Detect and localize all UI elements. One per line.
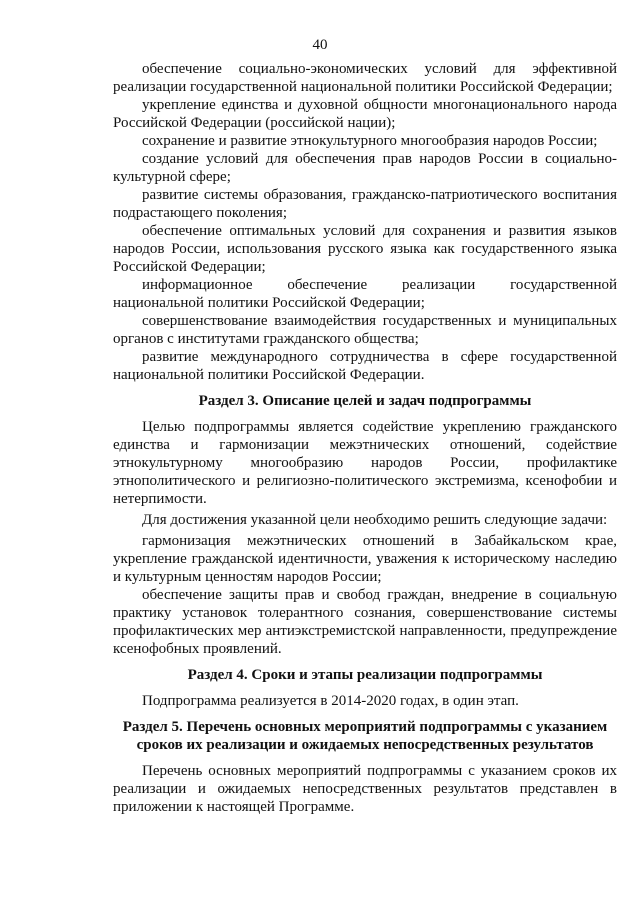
section-5-heading-line-1: Раздел 5. Перечень основных мероприятий подпрограммы с указанием	[122, 719, 608, 735]
section-3-goal: Целью подпрограммы является содействие укреплению гражданского единства и гармонизации межэтнических отношений, содействие этнокультурному многообразию народов России, профилактике этнополитического и религиозно-политического экстремизма, ксенофобии и нетерпимости.	[113, 419, 617, 507]
section-3-tasks-intro: Для достижения указанной цели необходимо решить следующие задачи:	[142, 512, 608, 528]
section-5-heading-line-2: сроков их реализации и ожидаемых непосредственных результатов	[136, 737, 594, 753]
task-item: гармонизация межэтнических отношений в Забайкальском крае, укрепление гражданской идентичности, уважения к историческому наследию и культурным ценностям народов России;	[113, 533, 617, 585]
list-item: развитие международного сотрудничества в сфере государственной национальной политики Российской Федерации.	[113, 349, 617, 383]
section-3-heading: Раздел 3. Описание целей и задач подпрограммы	[198, 393, 532, 409]
list-item: создание условий для обеспечения прав народов России в социально-культурной сфере;	[113, 151, 617, 185]
document-body	[113, 60, 617, 816]
list-item: сохранение и развитие этнокультурного многообразия народов России;	[142, 133, 598, 149]
section-4-heading: Раздел 4. Сроки и этапы реализации подпрограммы	[187, 667, 543, 683]
list-item: обеспечение оптимальных условий для сохранения и развития языков народов России, использования русского языка как государственного языка Российской Федерации;	[113, 223, 617, 275]
list-item: совершенствование взаимодействия государственных и муниципальных органов с институтами гражданского общества;	[113, 313, 617, 347]
list-item: развитие системы образования, гражданско-патриотического воспитания подрастающего поколения;	[113, 187, 617, 221]
list-item: обеспечение социально-экономических условий для эффективной реализации государственной национальной политики Российской Федерации;	[113, 61, 617, 95]
page-number: 40	[312, 37, 328, 53]
list-item: информационное обеспечение реализации государственной национальной политики Российской Федерации;	[113, 277, 617, 311]
task-item: обеспечение защиты прав и свобод граждан, внедрение в социальную практику установок толерантного сознания, совершенствование системы профилактических мер антиэкстремистской направленности, предупреждение ксенофобных проявлений.	[113, 587, 617, 657]
section-5-text: Перечень основных мероприятий подпрограммы с указанием сроков их реализации и ожидаемых непосредственных результатов представлен в приложении к настоящей Программе.	[113, 763, 617, 815]
list-item: укрепление единства и духовной общности многонационального народа Российской Федерации (российской нации);	[113, 97, 617, 131]
section-4-text: Подпрограмма реализуется в 2014-2020 годах, в один этап.	[142, 693, 519, 709]
